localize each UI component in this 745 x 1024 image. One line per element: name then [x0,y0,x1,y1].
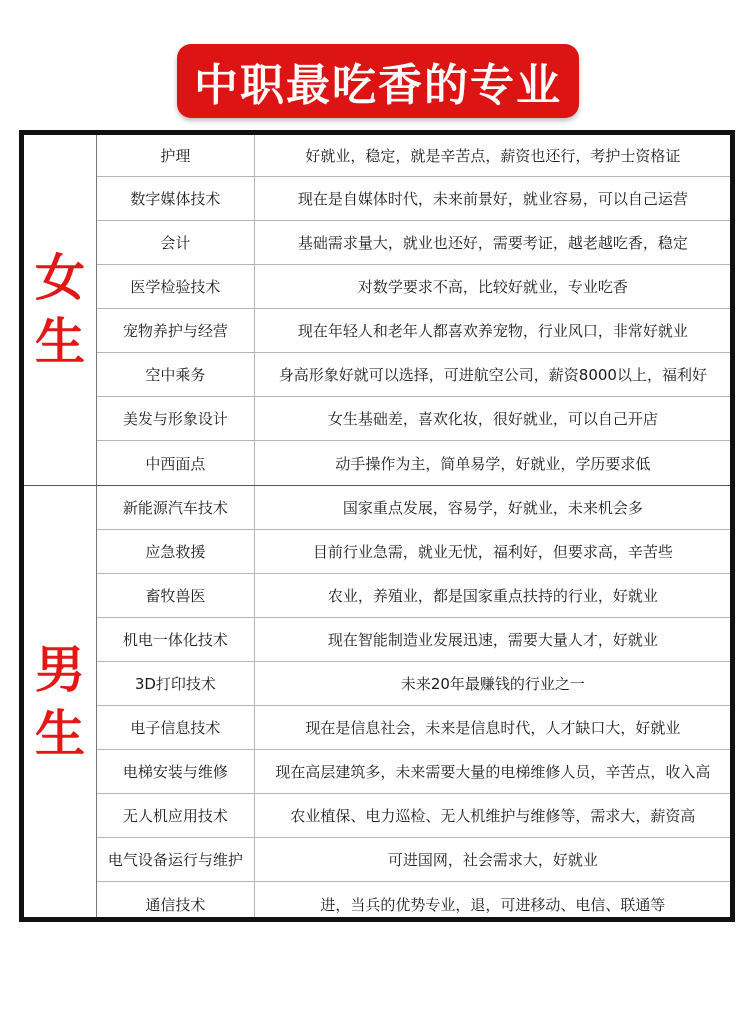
group-label-char: 生 [35,704,85,763]
table-row [97,221,731,265]
page-title: 中职最吃香的专业 [194,60,562,111]
major-cell: 新能源汽车技术 [97,486,255,529]
major-cell: 电气设备运行与维护 [97,838,255,881]
description-cell: 对数学要求不高，比较好就业，专业吃香 [357,278,628,296]
girls-rows [96,135,731,485]
group-label-girls [24,135,96,485]
major-cell: 数字媒体技术 [97,177,255,220]
group-label-char: 女 [35,249,85,307]
major-cell: 护理 [97,135,255,176]
table-row [97,574,731,618]
description-cell: 现在年轻人和老年人都喜欢养宠物，行业风口，非常好就业 [297,322,688,340]
major-cell: 无人机应用技术 [97,794,255,837]
table-row [97,838,731,882]
description-cell: 进，当兵的优势专业，退，可进移动、电信、联通等 [320,895,666,914]
description-cell: 现在高层建筑多，未来需要大量的电梯维修人员，辛苦点，收入高 [275,763,711,781]
major-cell: 通信技术 [97,882,255,922]
major-cell: 机电一体化技术 [97,618,255,661]
table-row [97,618,731,662]
table-row [97,135,731,177]
group-boys [24,485,730,917]
majors-table [19,130,735,922]
major-cell: 中西面点 [97,441,255,485]
table-row [97,265,731,309]
major-cell: 电子信息技术 [97,706,255,749]
description-cell: 现在智能制造业发展迅速，需要大量人才，好就业 [327,631,658,649]
description-cell: 目前行业急需，就业无忧，福利好，但要求高，辛苦些 [312,543,673,561]
table-row [97,882,731,922]
major-cell: 电梯安装与维修 [97,750,255,793]
boys-rows [96,486,731,917]
title-banner [177,44,579,118]
major-cell: 宠物养护与经营 [97,309,255,352]
table-row [97,750,731,794]
table-row [97,530,731,574]
group-label-boys [24,486,96,917]
table-row [97,353,731,397]
description-cell: 国家重点发展，容易学，好就业，未来机会多 [342,499,643,517]
group-label-char: 生 [35,313,85,371]
major-cell: 应急救援 [97,530,255,573]
description-cell: 身高形象好就可以选择，可进航空公司，薪资8000以上，福利好 [278,366,707,384]
description-cell: 现在是信息社会，未来是信息时代，人才缺口大，好就业 [305,719,681,737]
major-cell: 空中乘务 [97,353,255,396]
description-cell: 女生基础差，喜欢化妆，很好就业，可以自己开店 [327,410,658,428]
description-cell: 农业植保、电力巡检、无人机维护与维修等，需求大，薪资高 [290,807,696,825]
table-row [97,397,731,441]
description-cell: 农业，养殖业，都是国家重点扶持的行业，好就业 [327,587,658,605]
major-cell: 医学检验技术 [97,265,255,308]
group-label-char: 男 [35,640,85,699]
table-row [97,706,731,750]
table-row [97,441,731,485]
description-cell: 好就业，稳定，就是辛苦点，薪资也还行，考护士资格证 [305,147,681,165]
description-cell: 现在是自媒体时代，未来前景好，就业容易，可以自己运营 [297,190,688,208]
group-girls [24,135,730,485]
description-cell: 基础需求量大，就业也还好，需要考证，越老越吃香，稳定 [297,234,688,252]
table-row [97,662,731,706]
description-cell: 未来20年最赚钱的行业之一 [400,675,585,693]
major-cell: 美发与形象设计 [97,397,255,440]
description-cell: 可进国网，社会需求大，好就业 [387,851,598,869]
table-row [97,486,731,530]
major-cell: 会计 [97,221,255,264]
description-cell: 动手操作为主，简单易学，好就业，学历要求低 [335,454,651,473]
major-cell: 3D打印技术 [97,662,255,705]
table-row [97,177,731,221]
major-cell: 畜牧兽医 [97,574,255,617]
table-row [97,309,731,353]
table-row [97,794,731,838]
